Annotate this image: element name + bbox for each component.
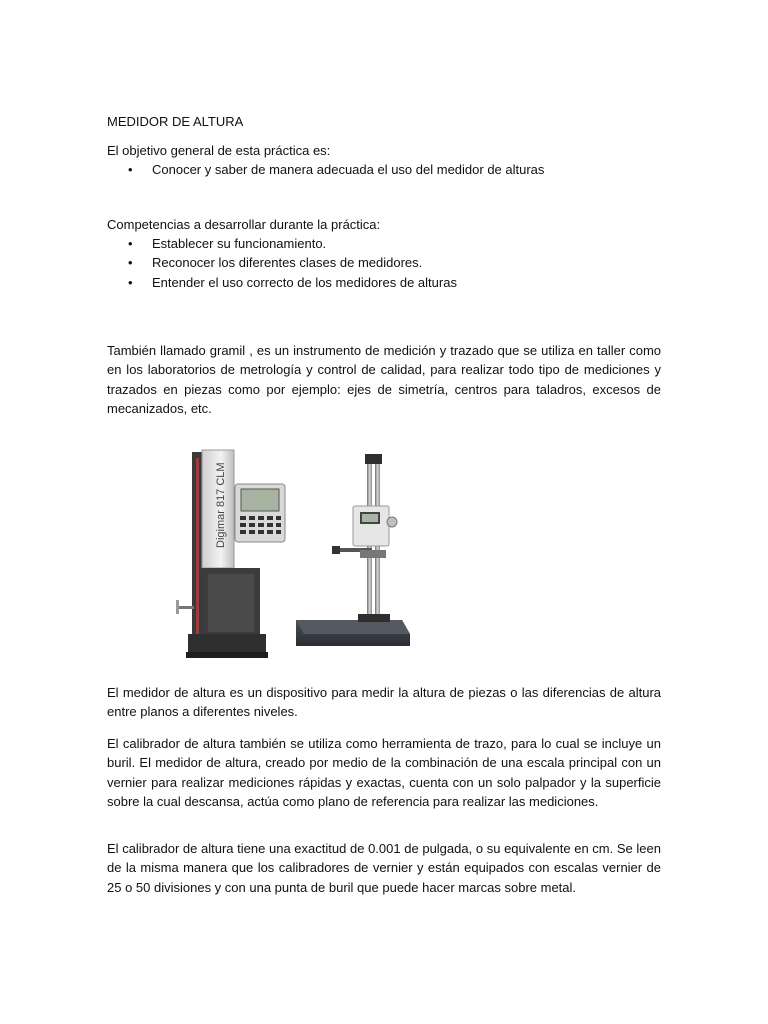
competencies-label: Competencias a desarrollar durante la práctica: xyxy=(107,217,381,232)
analog-height-gauge xyxy=(296,454,410,646)
list-item: • Conocer y saber de manera adecuada el uso del medidor de alturas xyxy=(107,160,562,179)
bullet-icon: • xyxy=(128,274,133,290)
objective-label: El objetivo general de esta práctica es: xyxy=(107,143,331,158)
device-label: Digimar 817 CLM xyxy=(215,462,227,548)
height-gauge-figure xyxy=(120,438,480,674)
page-title: MEDIDOR DE ALTURA xyxy=(107,114,244,129)
paragraph-accuracy: El calibrador de altura tiene una exactitud de 0.001 de pulgada, o su equivalente en cm. Se leen de la misma manera que los calibradores de vernier y están equipados con escalas vernier de 25 o 50 divisiones y con una punta de buril que puede hacer marcas sobre metal. xyxy=(107,841,661,895)
height-gauges-illustration xyxy=(120,438,480,674)
bullet-icon: • xyxy=(128,255,133,271)
list-item: • Establecer su funcionamiento. xyxy=(107,234,562,253)
digital-height-gauge xyxy=(176,450,285,658)
list-item: • Entender el uso correcto de los medidores de alturas xyxy=(107,273,562,292)
paragraph-usage: El calibrador de altura también se utiliza como herramienta de trazo, para lo cual se incluye un buril. El medidor de altura, creado por medio de la combinación de una escala principal con un vernier para realizar mediciones rápidas y exactas, cuenta con un solo palpador y la superficie sobre la cual descansa, actúa como plano de referencia para realizar las mediciones. xyxy=(107,736,661,810)
bullet-icon: • xyxy=(128,162,133,177)
competencies-list xyxy=(107,234,562,292)
list-item: • Reconocer los diferentes clases de medidores. xyxy=(107,253,562,272)
bullet-icon: • xyxy=(128,236,133,251)
objective-list xyxy=(107,160,562,179)
paragraph-intro: También llamado gramil , es un instrumento de medición y trazado que se utiliza en taller como en los laboratorios de metrología y control de calidad, para realizar todo tipo de mediciones y trazados en piezas como por ejemplo: ejes de simetría, centros para taladros, excesos de mecanizados, etc. xyxy=(107,343,661,417)
paragraph-definition: El medidor de altura es un dispositivo para medir la altura de piezas o las diferencias de altura entre planos a diferentes niveles. xyxy=(107,685,661,720)
